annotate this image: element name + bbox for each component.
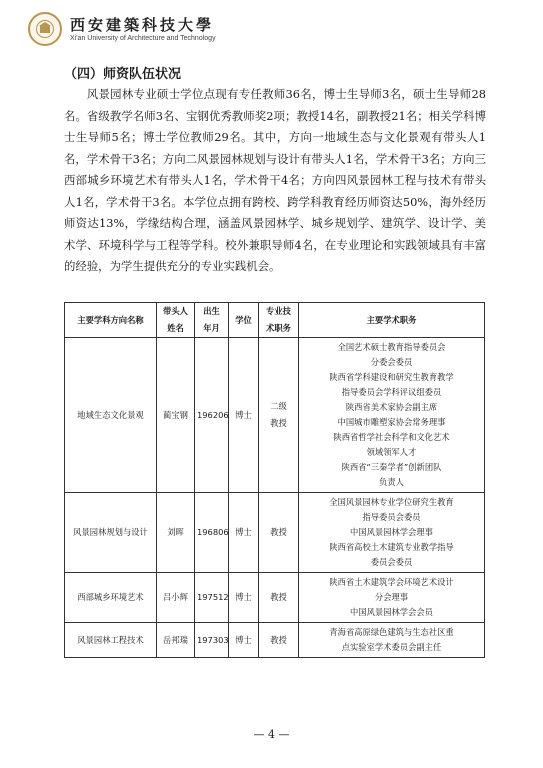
post-line: 陕西省土木建筑学会环境艺术设计 xyxy=(329,577,454,587)
cell-direction: 风景园林规划与设计 xyxy=(65,493,157,573)
table-row xyxy=(65,493,485,573)
post-line: 分会理事 xyxy=(374,592,409,602)
cell-posts xyxy=(299,573,485,623)
header-direction: 主要学科方向名称 xyxy=(65,303,157,338)
post-line: 领域领军人才 xyxy=(366,447,417,457)
faculty-table xyxy=(64,302,485,658)
cell-birth: 197303 xyxy=(195,623,229,658)
cell-leader: 岳邦瑞 xyxy=(157,623,195,658)
post-line: 陕西省高校土木建筑专业教学指导 xyxy=(329,542,454,552)
header-title: 专业技 术职务 xyxy=(259,303,299,338)
cell-degree: 博士 xyxy=(229,338,259,493)
university-name-cn: 西安建築科技大學 xyxy=(70,16,215,34)
cell-degree: 博士 xyxy=(229,623,259,658)
post-line: 陕西省美术家协会副主席 xyxy=(345,402,438,412)
post-line: 陕西省哲学社会科学和文化艺术 xyxy=(333,432,450,442)
header-birth: 出生 年月 xyxy=(195,303,229,338)
university-logo-icon xyxy=(28,12,62,46)
cell-birth: 196206 xyxy=(195,338,229,493)
cell-degree: 博士 xyxy=(229,573,259,623)
cell-leader: 吕小辉 xyxy=(157,573,195,623)
post-line: 分委会委员 xyxy=(370,357,413,367)
post-line: 负责人 xyxy=(379,477,404,487)
cell-direction: 西部城乡环境艺术 xyxy=(65,573,157,623)
cell-birth: 197512 xyxy=(195,573,229,623)
table-row xyxy=(65,573,485,623)
cell-leader: 蔺宝钢 xyxy=(157,338,195,493)
cell-title: 教授 xyxy=(259,623,299,658)
post-line: 陕西省学科建设和研究生教育教学 xyxy=(329,372,454,382)
cell-posts xyxy=(299,338,485,493)
post-line: 委员会委员 xyxy=(370,557,413,567)
university-name-en: Xi'an University of Architecture and Technology xyxy=(70,35,216,42)
section-paragraph: 风景园林专业硕士学位点现有专任教师36名，博士生导师3名，硕士生导师28名。省级教学名师3名、宝钢优秀教师奖2项；教授14名，副教授21名；相关学科博士生导师5名；博士学位教师29名。其中，方向一地域生态与文化景观有带头人1名，学术骨干3名；方向二风景园林规划与设计有带头人1名，学术骨干3名；方向三西部城乡环境艺术有带头人1名，学术骨干4名；方向四风景园林工程与技术有带头人1名，学术骨干3名。本学位点拥有跨校、跨学科教育经历师资达50%，海外经历师资达13%，学缘结构合理，涵盖风景园林学、城乡规划学、建筑学、设计学、美术学、环境科学与工程等学科。校外兼职导师4名，在专业理论和实践领域具有丰富的经验，为学生提供充分的专业实践机会。 xyxy=(64,87,486,273)
cell-birth: 196806 xyxy=(195,493,229,573)
cell-posts xyxy=(299,623,485,658)
cell-degree: 博士 xyxy=(229,493,259,573)
table-row xyxy=(65,338,485,493)
page-number: — 4 — xyxy=(253,728,290,741)
post-line: 指导委员会学科评议组委员 xyxy=(341,387,442,397)
document-header xyxy=(28,12,516,52)
header-leader: 带头人 姓名 xyxy=(157,303,195,338)
cell-posts xyxy=(299,493,485,573)
cell-title: 教授 xyxy=(259,573,299,623)
post-line: 全国风景园林专业学位研究生教育 xyxy=(329,497,454,507)
post-line: 点实验室学术委员会副主任 xyxy=(341,642,442,652)
post-line: 中国城市雕塑家协会常务理事 xyxy=(337,417,446,427)
cell-direction: 风景园林工程技术 xyxy=(65,623,157,658)
cell-direction: 地域生态文化景观 xyxy=(65,338,157,493)
post-line: 陕西省“三秦学者”创新团队 xyxy=(341,462,442,472)
table-header-row xyxy=(65,303,485,338)
cell-title: 二级 教授 xyxy=(259,338,299,493)
cell-title: 教授 xyxy=(259,493,299,573)
section-title: （四）师资队伍状况 xyxy=(64,67,182,82)
cell-leader: 刘晖 xyxy=(157,493,195,573)
post-line: 中国风景园林学会会员 xyxy=(350,607,433,617)
post-line: 全国艺术硕士教育指导委员会 xyxy=(337,342,446,352)
table-row xyxy=(65,623,485,658)
post-line: 指导委员会委员 xyxy=(362,512,421,522)
post-line: 中国风景园林学会理事 xyxy=(350,527,433,537)
header-degree: 学位 xyxy=(229,303,259,338)
header-posts: 主要学术职务 xyxy=(299,303,485,338)
post-line: 青海省高原绿色建筑与生态社区重 xyxy=(329,627,454,637)
